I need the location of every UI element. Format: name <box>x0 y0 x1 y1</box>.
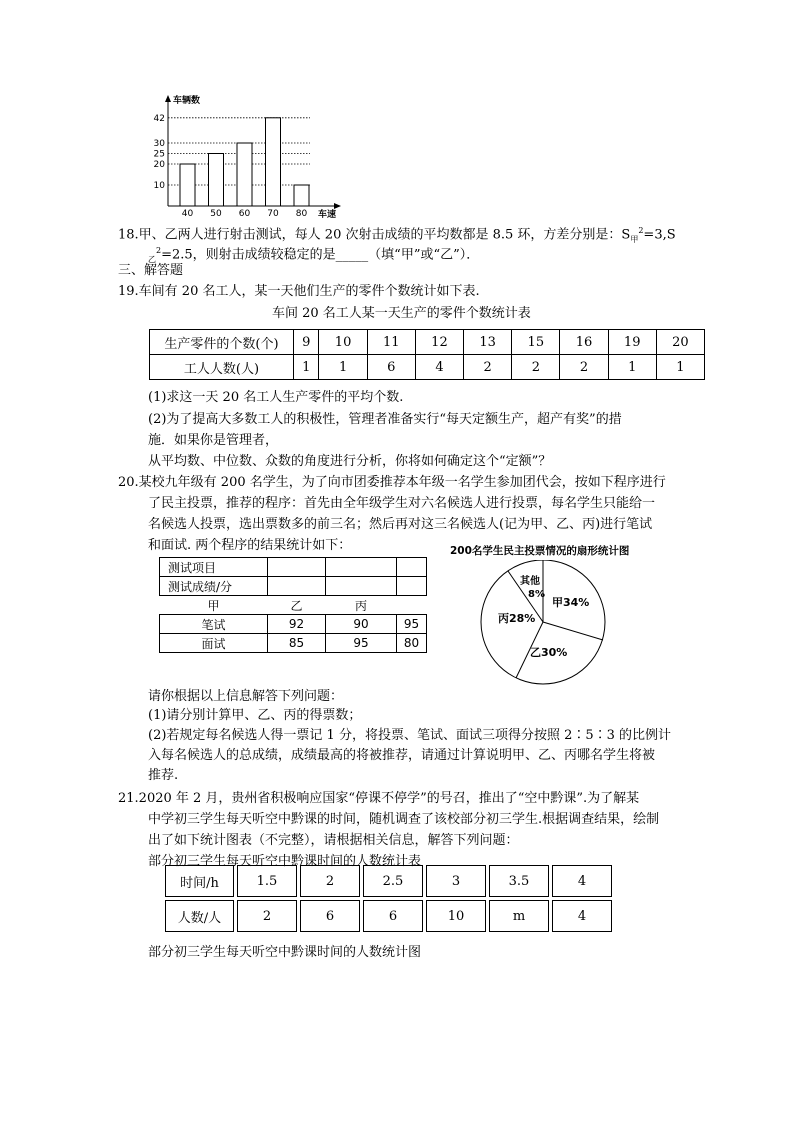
pie-divider-jia-yi <box>543 622 603 640</box>
q19-worker-cell: 6 <box>367 355 415 380</box>
q19-row2-label: 工人人数(人) <box>150 355 294 380</box>
y-tick-label: 10 <box>153 181 165 191</box>
q20-r5-label: 面试 <box>160 634 268 653</box>
x-tick-label: 60 <box>238 209 251 218</box>
q21-p2: 中学初三学生每天听空中黔课的时间，随机调查了该校部分初三学生.根据调查结果，绘制 <box>148 812 660 827</box>
q19-count-cell: 13 <box>464 330 512 355</box>
q19-row-workers <box>150 355 705 380</box>
q20-r5-cell: 95 <box>326 634 397 653</box>
bar <box>266 118 281 206</box>
q20-q3: (2)若规定每名候选人得一票记 1 分，将投票、笔试、面试三项得分按照 2∶5∶3 的比例计 <box>148 728 672 743</box>
bar <box>237 143 252 206</box>
q21-time-cell: 4 <box>552 865 612 897</box>
speed-bar-chart <box>140 88 350 218</box>
q19-worker-cell: 1 <box>319 355 367 380</box>
pie-title: 200名学生民主投票情况的扇形统计图 <box>450 545 630 557</box>
q19-row-counts <box>150 330 705 355</box>
x-axis-arrow <box>334 203 341 209</box>
q19-worker-cell: 4 <box>415 355 463 380</box>
x-axis-label: 车速 <box>318 210 337 218</box>
q19-count-cell: 10 <box>319 330 367 355</box>
vote-pie-chart <box>478 560 618 690</box>
q20-p2: 了民主投票，推荐的程序：首先由全年级学生对六名候选人进行投票，每名学生只能给一 <box>148 496 656 511</box>
q21-time-label: 时间/h <box>165 865 234 897</box>
x-tick-label: 50 <box>210 209 222 218</box>
q20-r4-cell: 92 <box>268 615 326 634</box>
bar <box>209 154 224 207</box>
q19-worker-cell: 2 <box>512 355 560 380</box>
q19-row1-label: 生产零件的个数(个) <box>150 330 294 355</box>
q21-time-cell: 2.5 <box>363 865 423 897</box>
q20-r3-1: 乙 <box>290 598 303 613</box>
q19-count-cell: 15 <box>512 330 560 355</box>
q20-q2: (1)请分别计算甲、乙、丙的得票数； <box>148 708 362 723</box>
q19-worker-cell: 2 <box>560 355 608 380</box>
q20-p4: 和面试. 两个程序的结果统计如下： <box>148 538 352 553</box>
q20-r3-2: 丙 <box>354 598 367 613</box>
pie-label-yi: 乙30% <box>530 646 568 659</box>
q21-people-cell: 6 <box>300 900 360 932</box>
q21-people-cell: m <box>489 900 549 932</box>
q19-count-cell: 20 <box>656 330 704 355</box>
q21-people-label: 人数/人 <box>165 900 234 932</box>
q19-sub2c: 从平均数、中位数、众数的角度进行分析，你将如何确定这个“定额”？ <box>148 454 552 469</box>
q21-people-cell: 10 <box>426 900 486 932</box>
q21-table-title: 部分初三学生每天听空中黔课时间的人数统计表 <box>148 854 422 869</box>
q21-people-cell: 2 <box>237 900 297 932</box>
q20-r5-cell: 85 <box>268 634 326 653</box>
q21-time-cell: 3.5 <box>489 865 549 897</box>
q18-line1: 18.甲、乙两人进行射击测试，每人 20 次射击成绩的平均数都是 8.5 环，方差分别是：$S_甲^2=3,S$ <box>118 226 676 244</box>
q21-chart-title: 部分初三学生每天听空中黔课时间的人数统计图 <box>148 945 422 960</box>
q19-worker-cell: 1 <box>656 355 704 380</box>
bar <box>294 185 309 206</box>
pie-label-bing: 丙28% <box>498 612 536 625</box>
q19-worker-cell: 2 <box>464 355 512 380</box>
q20-r2: 测试成绩/分 <box>160 577 268 596</box>
x-tick-label: 70 <box>267 209 279 218</box>
q20-q4: 入每名候选人的总成绩，成绩最高的将被推荐，请通过计算说明甲、乙、丙哪名学生将被 <box>148 748 656 763</box>
x-tick-label: 80 <box>295 209 308 218</box>
y-axis-label: 车辆数 <box>173 96 201 106</box>
q20-p3: 名候选人投票，选出票数多的前三名；然后再对这三名候选人(记为甲、乙、丙)进行笔试 <box>148 517 653 532</box>
q19-table <box>149 329 705 380</box>
y-tick-label: 25 <box>153 149 165 160</box>
q19-count-cell: 11 <box>367 330 415 355</box>
section-heading: 三、解答题 <box>118 263 184 278</box>
q20-r4-cell: 90 <box>326 615 397 634</box>
x-tick-label: 40 <box>181 209 194 218</box>
q20-r1: 测试项目 <box>160 558 268 577</box>
q20-r4-cell: 95 <box>397 615 427 634</box>
q21-table <box>162 862 615 935</box>
bar <box>180 164 195 206</box>
q20-r5-cell: 80 <box>397 634 427 653</box>
q21-p1: 21.2020 年 2 月，贵州省积极响应国家“停课不停学”的号召，推出了“空中黔课”.为了解某 <box>118 791 640 806</box>
q19-count-cell: 19 <box>608 330 656 355</box>
pie-label-other: 其他 <box>520 576 540 587</box>
q20-p1: 20.某校九年级有 200 名学生，为了向市团委推荐本年级一名学生参加团代会，按如下程序进行 <box>118 475 666 490</box>
q19-count-cell: 12 <box>415 330 463 355</box>
q21-p3: 出了如下统计图表（不完整），请根据相关信息，解答下列问题： <box>148 833 519 848</box>
q20-q1: 请你根据以上信息解答下列问题： <box>148 689 344 704</box>
q21-time-cell: 3 <box>426 865 486 897</box>
q20-r3-0: 甲 <box>207 598 220 613</box>
q19-sub2a: (2)为了提高大多数工人的积极性，管理者准备实行“每天定额生产，超产有奖”的措 <box>148 412 622 427</box>
pie-label-other-pct: 8% <box>528 589 545 600</box>
q20-r4-label: 笔试 <box>160 615 268 634</box>
q19-count-cell: 16 <box>560 330 608 355</box>
y-tick-label: 42 <box>153 113 165 124</box>
q19-count-cell: 9 <box>294 330 319 355</box>
q20-table <box>159 557 427 653</box>
q18-line2: $_乙^2$=2.5，则射击成绩较稳定的是_____（填“甲”或“乙”）． <box>148 246 480 264</box>
pie-label-jia: 甲34% <box>552 596 590 609</box>
q21-people-cell: 6 <box>363 900 423 932</box>
q19-sub1: (1)求这一天 20 名工人生产零件的平均个数. <box>148 390 404 405</box>
q19-worker-cell: 1 <box>608 355 656 380</box>
y-axis-arrow <box>165 95 171 102</box>
q19-sub2b: 施．如果你是管理者， <box>148 433 279 448</box>
y-tick-label: 30 <box>153 139 165 149</box>
q21-time-cell: 2 <box>300 865 360 897</box>
q19-worker-cell: 1 <box>294 355 319 380</box>
q19-intro: 19.车间有 20 名工人，某一天他们生产的零件个数统计如下表. <box>118 284 480 299</box>
q20-q5: 推荐. <box>148 768 179 783</box>
q21-people-cell: 4 <box>552 900 612 932</box>
q21-time-cell: 1.5 <box>237 865 297 897</box>
y-tick-label: 20 <box>153 160 165 170</box>
q19-table-title: 车间 20 名工人某一天生产的零件个数统计表 <box>272 306 531 321</box>
